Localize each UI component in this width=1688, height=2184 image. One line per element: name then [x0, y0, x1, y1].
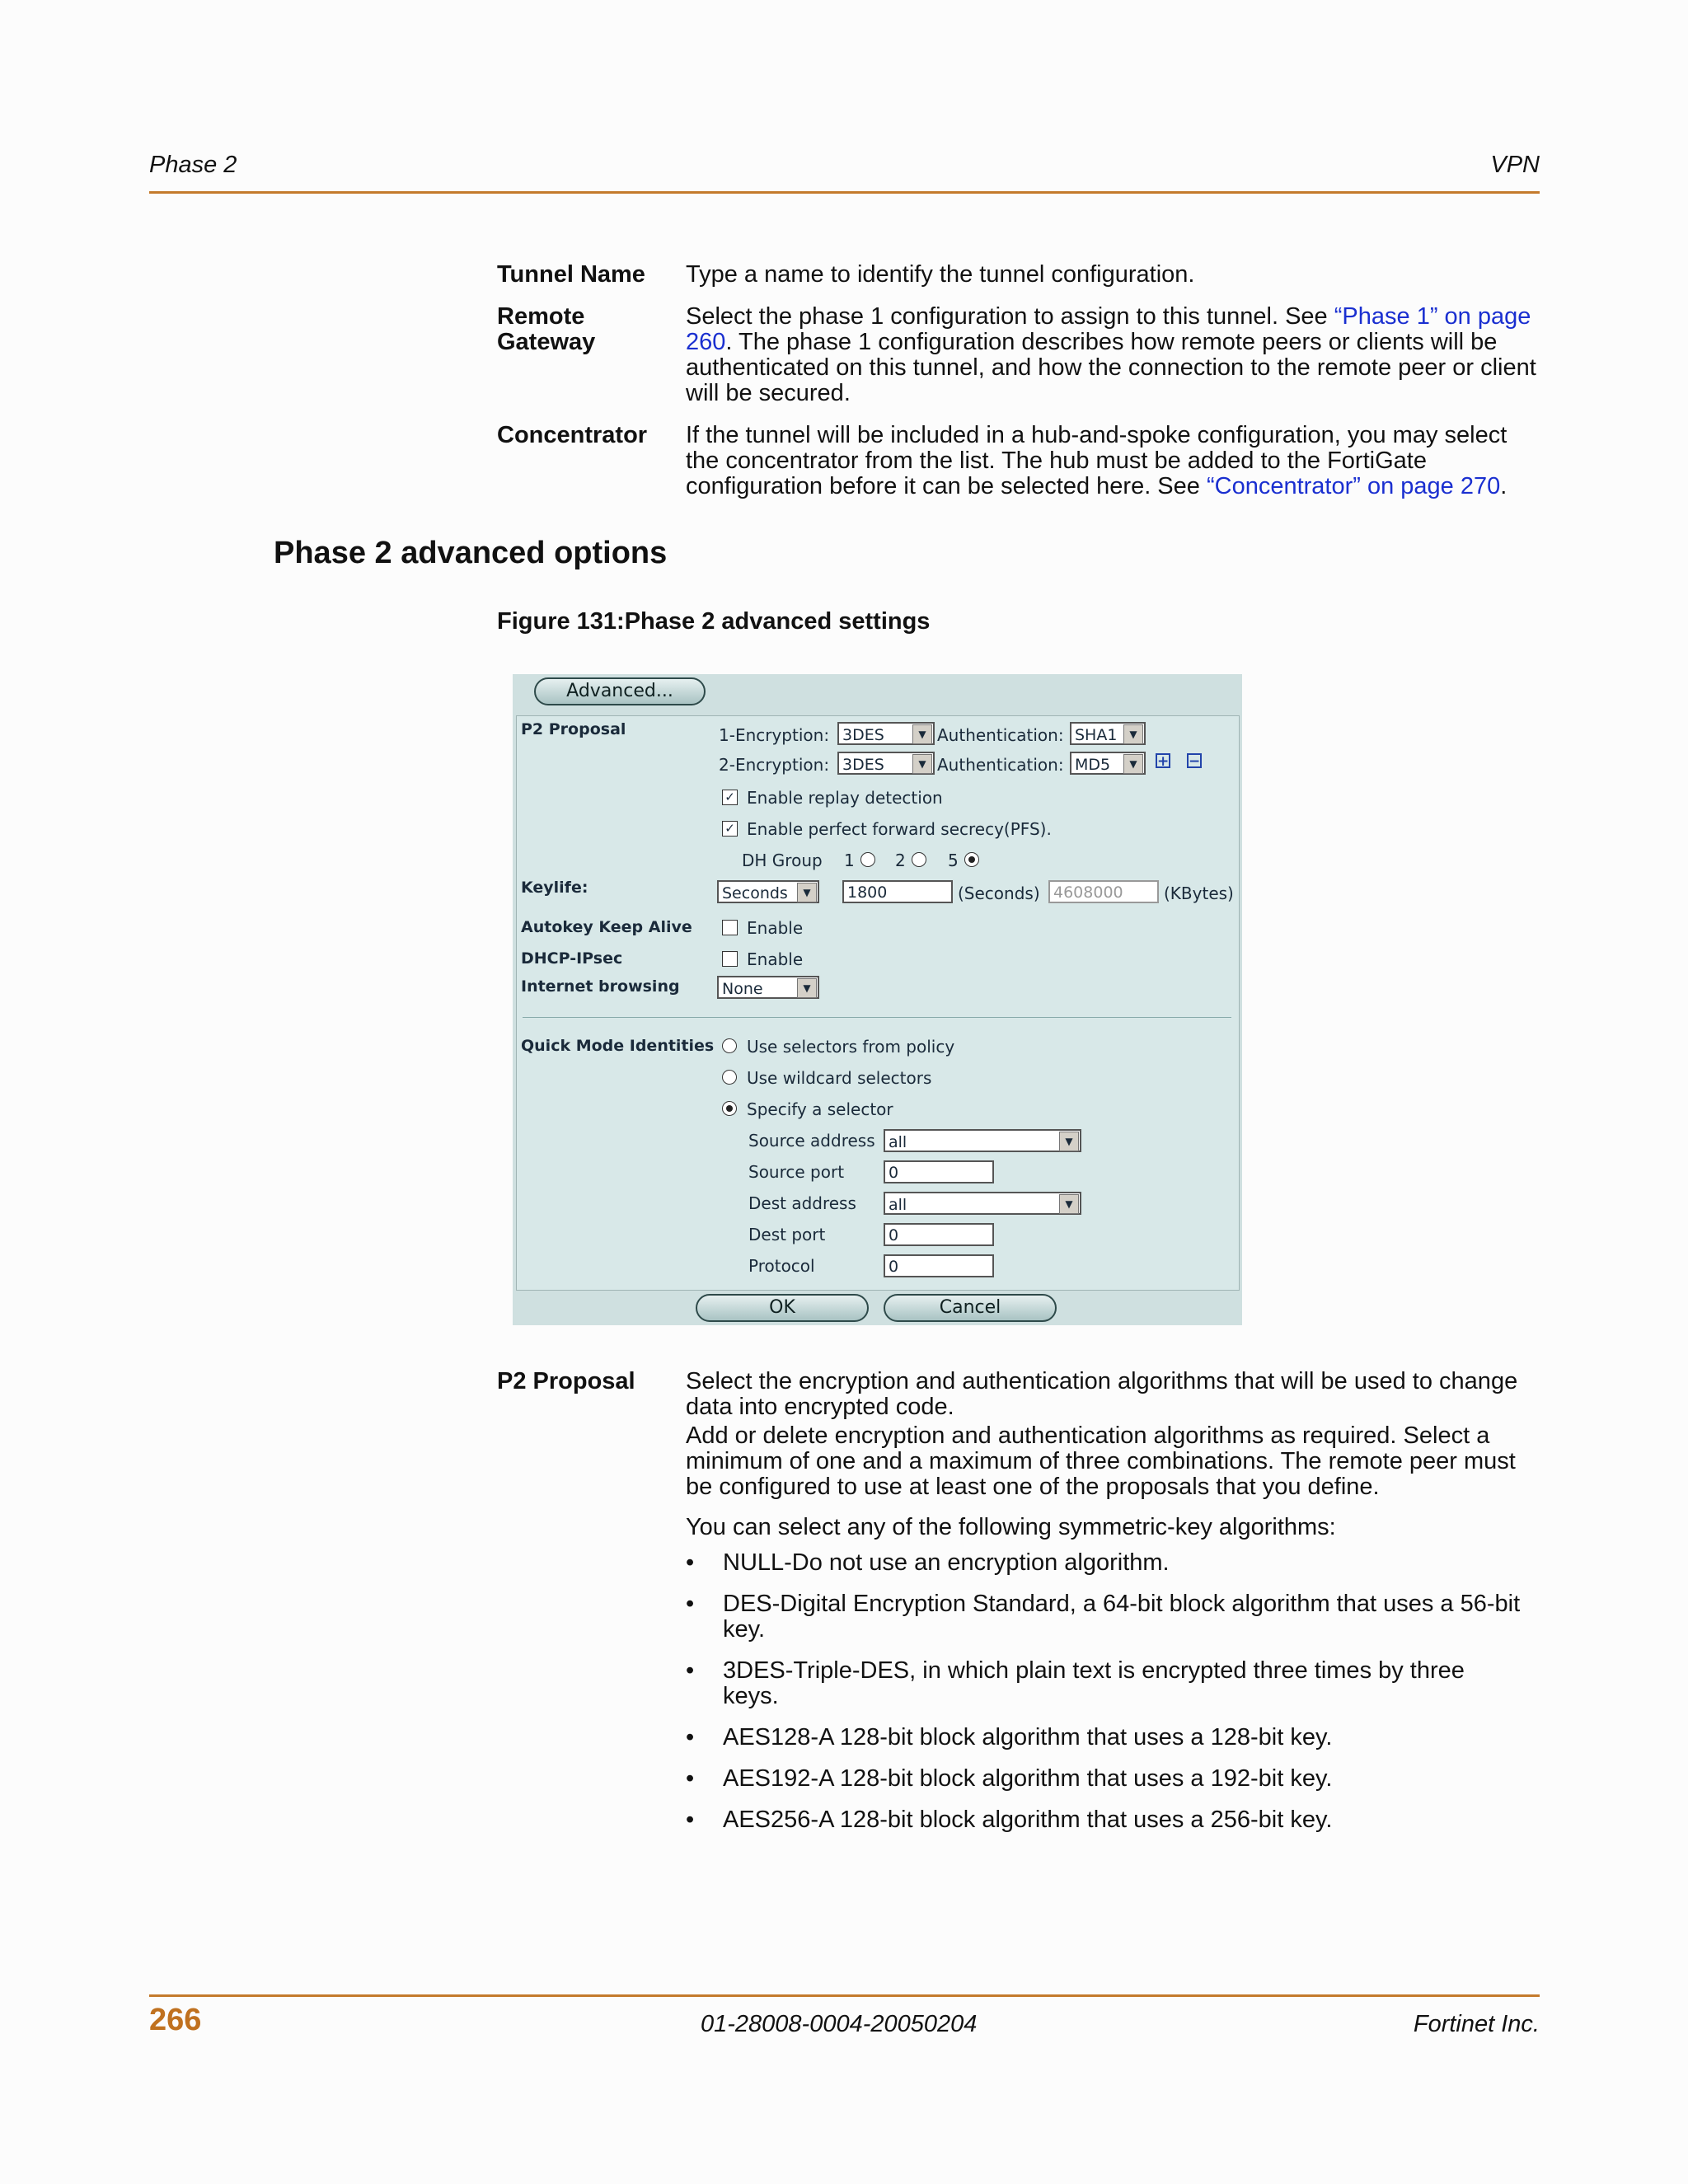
- def-term: Concentrator: [497, 422, 648, 448]
- ok-button[interactable]: OK: [696, 1294, 869, 1322]
- dh2-label: 2: [895, 851, 906, 870]
- dh1-label: 1: [844, 851, 855, 870]
- advanced-button[interactable]: Advanced...: [534, 677, 706, 705]
- def-desc: [686, 423, 1539, 499]
- keylife-seconds-input[interactable]: 1800: [842, 880, 953, 903]
- list-item: • DES-Digital Encryption Standard, a 64-bit block algorithm that uses a 56-bit key.: [686, 1591, 1539, 1643]
- source-address-label: Source address: [748, 1131, 875, 1151]
- top-definitions: [497, 262, 1540, 516]
- desc-paragraph: Select the encryption and authentication algorithms that will be used to change data into encrypted code.: [686, 1368, 1518, 1420]
- p2-proposal-label: P2 Proposal: [521, 720, 626, 738]
- dhcp-ipsec-label: DHCP-IPsec: [521, 949, 623, 968]
- section-heading: Phase 2 advanced options: [274, 536, 668, 570]
- def-term: Tunnel Name: [497, 261, 645, 288]
- p2-proposal-definition: [497, 1369, 1540, 1865]
- desc-text: .: [1500, 473, 1507, 499]
- desc-text: . The phase 1 configuration describes how remote peers or clients will be authenticated on this tunnel, and how the connection to the remote peer or client will be secured.: [686, 329, 1536, 406]
- qmi-wildcard-label: Use wildcard selectors: [747, 1068, 932, 1088]
- auth2-label: Authentication:: [937, 755, 1064, 775]
- def-remote-gateway: [497, 304, 1540, 406]
- concentrator-link[interactable]: “Concentrator” on page 270: [1206, 473, 1501, 499]
- def-desc: [686, 304, 1539, 406]
- protocol-input[interactable]: 0: [884, 1254, 994, 1277]
- desc-text: Select the phase 1 configuration to assign to this tunnel. See: [686, 303, 1334, 330]
- dh-group-label: DH Group: [742, 851, 823, 870]
- kbytes-unit-label: (KBytes): [1164, 883, 1234, 903]
- dhcp-checkbox[interactable]: [722, 951, 738, 967]
- keylife-unit-value: Seconds: [722, 884, 788, 902]
- footer-rule: [149, 1994, 1540, 1997]
- page-number: 266: [149, 2003, 202, 2037]
- enc2-label: 2-Encryption:: [719, 755, 830, 775]
- qmi-wildcard-radio[interactable]: [722, 1070, 737, 1085]
- figure-caption: Figure 131:Phase 2 advanced settings: [497, 608, 931, 635]
- list-item: • AES192-A 128-bit block algorithm that uses a 192-bit key.: [686, 1766, 1539, 1792]
- dropdown-arrow-icon: ▼: [1123, 754, 1143, 774]
- auth2-select[interactable]: [1070, 752, 1146, 775]
- dest-port-input[interactable]: 0: [884, 1223, 994, 1246]
- auth1-select[interactable]: [1070, 722, 1146, 745]
- dropdown-arrow-icon: ▼: [912, 754, 932, 774]
- dest-address-select[interactable]: [884, 1192, 1081, 1215]
- internet-browsing-label: Internet browsing: [521, 977, 680, 996]
- dh5-label: 5: [948, 851, 959, 870]
- quick-mode-label: Quick Mode Identities: [521, 1037, 715, 1055]
- def-desc: [686, 1369, 1539, 1849]
- def-term: Remote Gateway: [497, 303, 596, 355]
- autokey-checkbox[interactable]: [722, 920, 738, 935]
- enc1-value: 3DES: [842, 726, 884, 744]
- dropdown-arrow-icon: ▼: [1059, 1194, 1079, 1214]
- dest-address-label: Dest address: [748, 1193, 856, 1213]
- cancel-button[interactable]: Cancel: [884, 1294, 1057, 1322]
- auth1-label: Authentication:: [937, 725, 1064, 745]
- enc1-label: 1-Encryption:: [719, 725, 830, 745]
- dhcp-enable-label: Enable: [747, 949, 804, 969]
- add-proposal-icon[interactable]: +: [1157, 753, 1170, 770]
- algorithm-list: [686, 1550, 1539, 1833]
- auth1-value: SHA1: [1075, 726, 1118, 744]
- dropdown-arrow-icon: ▼: [797, 883, 817, 902]
- def-term: P2 Proposal: [497, 1368, 635, 1394]
- qmi-specify-radio[interactable]: [722, 1101, 737, 1116]
- list-item: • NULL-Do not use an encryption algorithm.: [686, 1550, 1539, 1576]
- seconds-unit-label: (Seconds): [958, 883, 1040, 903]
- dh5-radio[interactable]: [964, 852, 979, 867]
- keylife-unit-select[interactable]: [717, 880, 819, 903]
- desc-paragraph: Add or delete encryption and authentication algorithms as required. Select a minimum of one and a maximum of three combinations. The remote peer must be configured to use at least one of the proposals that you define.: [686, 1422, 1516, 1500]
- internet-browsing-select[interactable]: [717, 976, 819, 999]
- replay-checkbox[interactable]: ✓: [722, 790, 738, 805]
- source-port-label: Source port: [748, 1162, 845, 1182]
- phase2-advanced-screenshot: [513, 674, 1242, 1325]
- company-name: Fortinet Inc.: [1413, 2011, 1540, 2037]
- dropdown-arrow-icon: ▼: [797, 978, 817, 998]
- keylife-kbytes-input[interactable]: 4608000: [1048, 880, 1159, 903]
- enc2-select[interactable]: [837, 752, 935, 775]
- pfs-label: Enable perfect forward secrecy(PFS).: [747, 819, 1052, 839]
- list-item: • 3DES-Triple-DES, in which plain text is encrypted three times by three keys.: [686, 1658, 1539, 1709]
- dropdown-arrow-icon: ▼: [912, 724, 932, 744]
- desc-paragraph: You can select any of the following symmetric-key algorithms:: [686, 1514, 1336, 1540]
- dest-address-value: all: [889, 1196, 907, 1214]
- desc-text: If the tunnel will be included in a hub-and-spoke configuration, you may select the concentrator from the list. The hub must be added to the FortiGate configuration before it can be selected here. See: [686, 422, 1507, 499]
- dropdown-arrow-icon: ▼: [1123, 724, 1143, 744]
- keylife-label: Keylife:: [521, 879, 588, 897]
- source-port-input[interactable]: 0: [884, 1160, 994, 1183]
- def-concentrator: [497, 423, 1540, 499]
- qmi-policy-label: Use selectors from policy: [747, 1037, 955, 1057]
- pfs-checkbox[interactable]: ✓: [722, 821, 738, 837]
- qmi-policy-radio[interactable]: [722, 1038, 737, 1053]
- source-address-value: all: [889, 1133, 907, 1151]
- header-section-title: Phase 2: [149, 152, 237, 178]
- autokey-label: Autokey Keep Alive: [521, 918, 692, 936]
- def-p2-proposal: [497, 1369, 1540, 1849]
- source-address-select[interactable]: [884, 1129, 1081, 1152]
- def-desc: Type a name to identify the tunnel configuration.: [686, 261, 1195, 288]
- section-divider: [523, 1017, 1231, 1018]
- header-rule: [149, 191, 1540, 194]
- document-number: 01-28008-0004-20050204: [701, 2011, 978, 2037]
- enc2-value: 3DES: [842, 756, 884, 774]
- dh2-radio[interactable]: [912, 852, 926, 867]
- list-item: • AES128-A 128-bit block algorithm that uses a 128-bit key.: [686, 1725, 1539, 1750]
- protocol-label: Protocol: [748, 1256, 815, 1276]
- qmi-specify-label: Specify a selector: [747, 1099, 893, 1119]
- header-chapter-title: VPN: [1490, 152, 1540, 178]
- def-tunnel-name: [497, 262, 1540, 288]
- remove-proposal-icon[interactable]: −: [1189, 753, 1201, 770]
- enc1-select[interactable]: [837, 722, 935, 745]
- dh1-radio[interactable]: [860, 852, 875, 867]
- phase1-link[interactable]: “Phase 1” on page 260: [686, 303, 1531, 355]
- list-item: • AES256-A 128-bit block algorithm that uses a 256-bit key.: [686, 1807, 1539, 1833]
- autokey-enable-label: Enable: [747, 918, 804, 938]
- dest-port-label: Dest port: [748, 1225, 826, 1244]
- dropdown-arrow-icon: ▼: [1059, 1132, 1079, 1151]
- internet-browsing-value: None: [722, 980, 763, 998]
- replay-label: Enable replay detection: [747, 788, 943, 808]
- auth2-value: MD5: [1075, 756, 1111, 774]
